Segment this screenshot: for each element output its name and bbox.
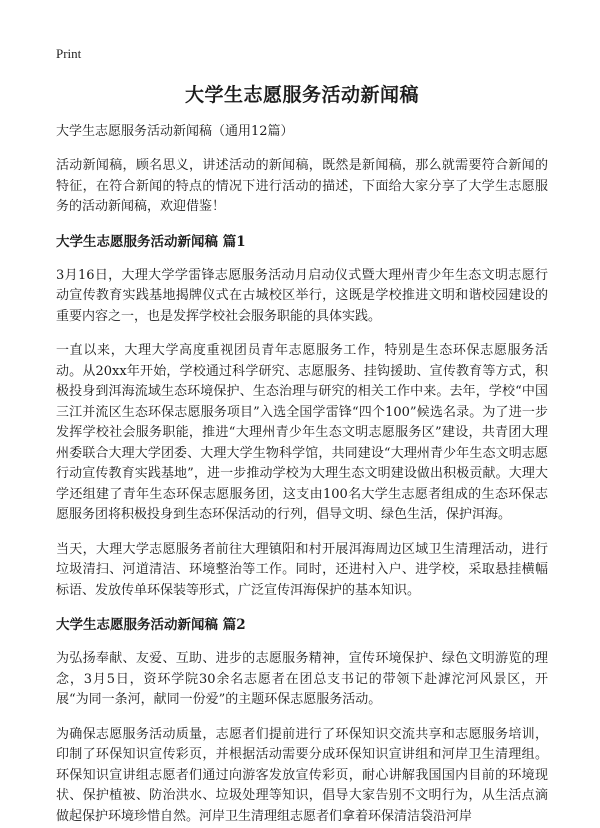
section-heading-2: 大学生志愿服务活动新闻稿 篇2 [56,617,246,633]
section-2-paragraph: 为弘扬奉献、友爱、互助、进步的志愿服务精神，宣传环境保护、绿色文明游览的理念，3月5日，资环学院30余名志愿者在团总支书记的带领下赴滹沱河风景区，开展“为同一条河，献同一份爱”的主题环保志愿服务活动。 [56,651,548,707]
article-content [56,82,548,828]
intro-paragraph: 活动新闻稿，顾名思义，讲述活动的新闻稿，既然是新闻稿，那么就需要符合新闻的特征，在符合新闻的特点的情况下进行活动的描述，下面给大家分享了大学生志愿服务的活动新闻稿，欢迎借鉴！ [56,158,548,214]
section-1-paragraph: 3月16日，大理大学学雷锋志愿服务活动月启动仪式暨大理州青少年生态文明志愿行动宣传教育实践基地揭牌仪式在古城校区举行，这既是学校推进文明和谐校园建设的重要内容之一，也是发挥学校社会服务职能的具体实践。 [56,267,548,324]
print-link[interactable]: Print [56,46,82,61]
article-subtitle: 大学生志愿服务活动新闻稿（通用12篇） [56,124,294,139]
page-title: 大学生志愿服务活动新闻稿 [184,84,419,106]
section-2-paragraph: 为确保志愿服务活动质量，志愿者们提前进行了环保知识交流共享和志愿服务培训，印制了环保知识宣传彩页，并根据活动需要分成环保知识宣讲组和河岸卫生清理组。环保知识宣讲组志愿者们通过向游客发放宣传彩页，耐心讲解我国国内目前的环境现状、保护植被、防治洪水、垃圾处理等知识，倡导大家告别不文明行为，从生活点滴做起保护环境珍惜自然。河岸卫生清理组志愿者们拿着环保清洁袋沿河岸 [56,726,548,824]
section-1-paragraph: 当天，大理大学志愿服务者前往大理镇阳和村开展洱海周边区域卫生清理活动，进行垃圾清扫、河道清洁、环境整治等工作。同时，还进村入户、进学校，采取悬挂横幅标语、发放传单环保装等形式，广泛宣传洱海保护的基本知识。 [56,541,548,598]
section-heading-1: 大学生志愿服务活动新闻稿 篇1 [56,233,246,250]
section-1-paragraph: 一直以来，大理大学高度重视团员青年志愿服务工作，特别是生态环保志愿服务活动。从20xx年开始，学校通过科学研究、志愿服务、挂钩援助、宣传教育等方式，积极投身到洱海流域生态环境保护、生态治理与研究的相关工作中来。去年，学校“中国三江并流区生态环保志愿服务项目”入选全国学雷锋“四个100”候选名录。为了进一步发挥学校社会服务职能，推进“大理州青少年生态文明志愿服务区”建设，共青团大理州委联合大理大学团委、大理大学生物科学馆，共同建设“大理州青少年生态文明志愿行动宣传教育实践基地”，进一步推动学校为大理生态文明建设做出积极贡献。大理大学还组建了青年生态环保志愿服务团，这支由100名大学生志愿者组成的生态环保志愿服务团将积极投身到生态环保活动的行列，倡导文明、绿色生活，保护洱海。 [56,343,548,522]
